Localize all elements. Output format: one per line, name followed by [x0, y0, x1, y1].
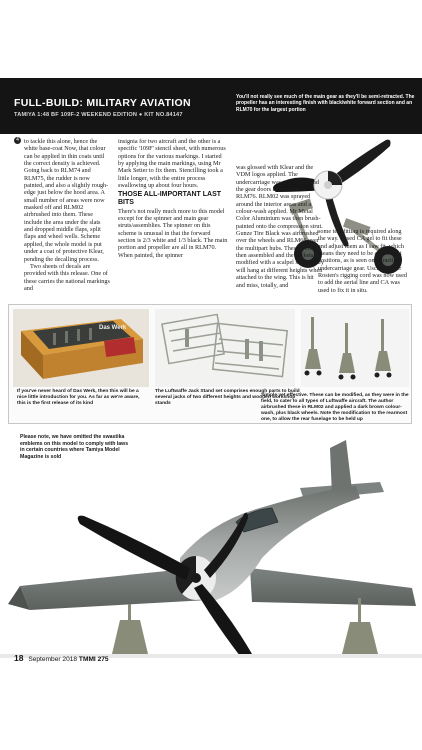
article-title: FULL-BUILD: MILITARY AVIATION	[14, 97, 191, 109]
paragraph: insignia for two aircraft and the other is a specific '109F' stencil sheet, with numerous options for the various markings. I started by applying the main markings, using Mr Mark Setter to fix them. Stencilling took a little longer, with the entire process swallowing up about four hours.	[118, 138, 226, 190]
paragraph: There's not really much more to this model except for the spinner and main gear struts/assemblies. The spinner on this scheme is unusual in that the forward section is 2/3 white and 1/3 black. The main portion and propeller are all in RLM70. When painted, the spinner	[118, 207, 228, 259]
paragraph: some test-fitting is required along the way. I used CA gel to fit these and adjust them as I saw fit, which means they need to be at different positions, as is seen on retracting undercarriage gear. Uschi van der Rosten's rigging cord was now used to add the aerial line and CA was used to fix it in situ.	[318, 228, 407, 294]
magazine-page[interactable]	[0, 78, 422, 673]
magazine-issue: TMMI 275	[78, 656, 109, 663]
text-column-3	[236, 164, 324, 289]
paragraph: Two sheets of decals are provided with this release. One of these carries the national markings and	[24, 262, 110, 292]
section-marker: 4	[14, 137, 21, 144]
das-werk-box-photo	[13, 309, 149, 387]
top-margin	[0, 0, 422, 78]
issue-date: September 2018	[28, 656, 78, 663]
paragraph: was glossed with Klear and the VDM logos applied. The undercarriage was assembled and the gear doors airbrushed in RLM76. RLM02 was sprayed around the interior areas and a colour-wash applied. Mr Metal Color Aluminium was then brush-painted onto the compression strut. Gunze Tire Black was airbrushed over the wheels and RLM66 over the multipart hubs. These were all then assembled and the sockets modified with a scalpel so that they will hang at different heights when attached to the wing. This is hit and miss, totally, and	[236, 164, 324, 289]
caption-jack-stand: The Luftwaffe Jack Stand set comprises enough parts to build several jacks of two different heights and wooden workshop stands	[155, 389, 300, 406]
text-column-1	[24, 138, 110, 292]
page-footer	[14, 653, 109, 663]
text-column-2	[118, 138, 228, 259]
propeller-caption: You'll not really see much of the main gear as they'll be semi-retracted. The propeller has an interesting finish with black/white forward section and an RLM70 for the largest portion	[236, 94, 415, 113]
section-heading: THOSE ALL-IMPORTANT LAST BITS	[118, 191, 222, 206]
jack-stand-sprues-photo	[155, 309, 295, 387]
text-column-4	[318, 228, 410, 294]
caption-das-werk: If you've never heard of Das Werk, then this will be a nice little introduction for you. As far as we're aware, this is the first release of its kind	[17, 389, 140, 406]
bottom-margin	[0, 673, 422, 750]
page-number: 18	[14, 653, 24, 663]
article-subtitle: TAMIYA 1:48 BF 109F-2 WEEKEND EDITION ● KIT NO.84147	[14, 112, 183, 118]
paragraph: to tackle this alone, hence the white base-coat Now, that colour can be applied in thin coats until the correct density is achieved. Going back to RLM74 and RLM75, the rudder is now painted, and also a slightly rough-edge just below the hood area. A small number of areas were now masked off and RLM02 airbrushed into them. These include the area under the slats and dropped middle flaps, split flaps and wheel wells. Scheme applied, the whole model is put under a coat of protective Klear, pending the decalling process.	[24, 138, 109, 263]
swastika-notice: Please note, we have omitted the swastika emblems on this model to comply with laws in certain countries where Tamiya Model Magazine is sold	[20, 434, 129, 460]
box-label: Das Werk	[99, 325, 127, 331]
painted-jacks-photo	[301, 309, 409, 387]
caption-jacks-painted: Simple yet effective. These can be modified, as they were in the field, to cater to all types of Luftwaffe aircraft. The author airbrushed these in RLM02 and applied a dark brown colour-wash, plus black wheels. Note the modification to the rearmost one, to allow the rear fuselage to be held up	[261, 393, 409, 422]
photo-strip	[8, 304, 412, 424]
bf109-model-photo	[0, 418, 422, 658]
